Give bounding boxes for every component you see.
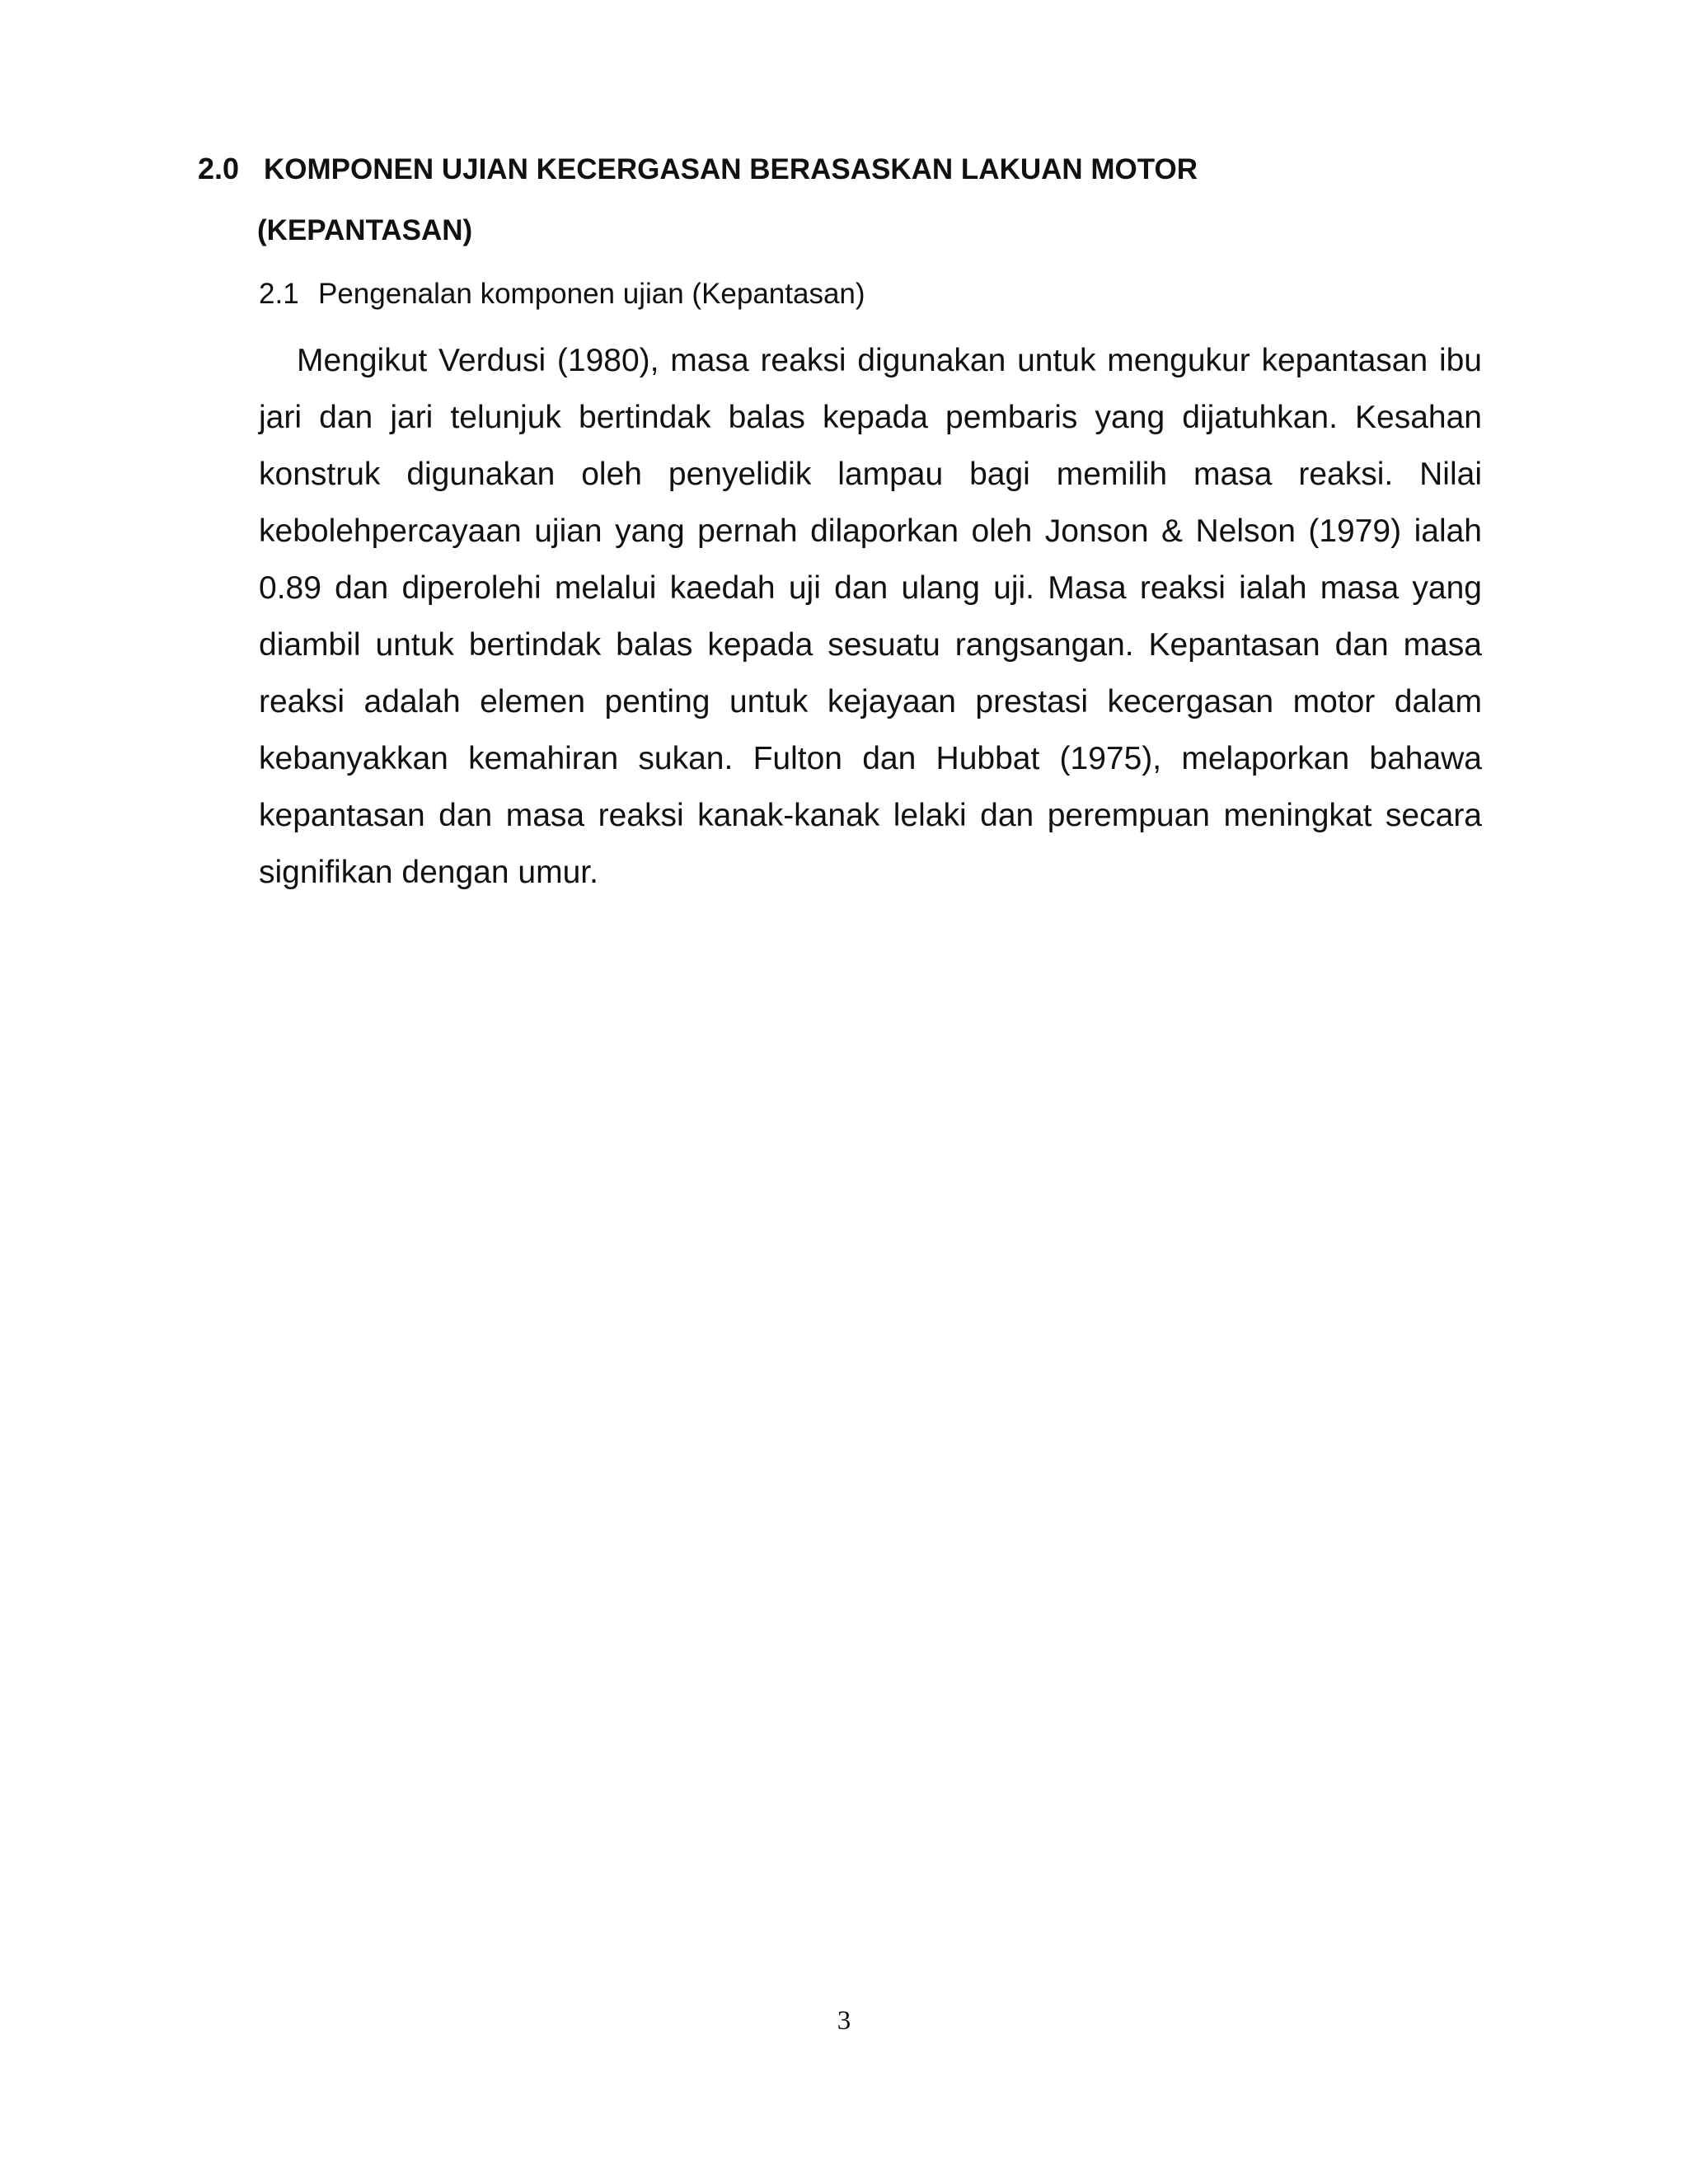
subsection-number: 2.1 — [259, 278, 299, 310]
subsection-heading — [259, 276, 865, 312]
page-number: 3 — [837, 2006, 851, 2036]
section-heading — [198, 151, 1198, 188]
subsection-title: Pengenalan komponen ujian (Kepantasan) — [318, 278, 865, 310]
body-paragraph: Mengikut Verdusi (1980), masa reaksi digunakan untuk mengukur kepantasan ibu jari dan jari telunjuk bertindak balas kepada pembaris yang dijatuhkan. Kesahan konstruk digunakan oleh penyelidik lampau bagi memilih masa reaksi. Nilai kebolehpercayaan ujian yang pernah dilaporkan oleh Jonson & Nelson (1979) ialah 0.89 dan diperolehi melalui kaedah uji dan ulang uji. Masa reaksi ialah masa yang diambil untuk bertindak balas kepada sesuatu rangsangan. Kepantasan dan masa reaksi adalah elemen penting untuk kejayaan prestasi kecergasan motor dalam kebanyakkan kemahiran sukan. Fulton dan Hubbat (1975), melaporkan bahawa kepantasan dan masa reaksi kanak-kanak lelaki dan perempuan meningkat secara signifikan dengan umur. — [259, 343, 1482, 890]
section-title-continued: (KEPANTASAN) — [257, 214, 473, 246]
section-title: KOMPONEN UJIAN KECERGASAN BERASASKAN LAKUAN MOTOR — [264, 153, 1198, 185]
section-number: 2.0 — [198, 152, 240, 185]
